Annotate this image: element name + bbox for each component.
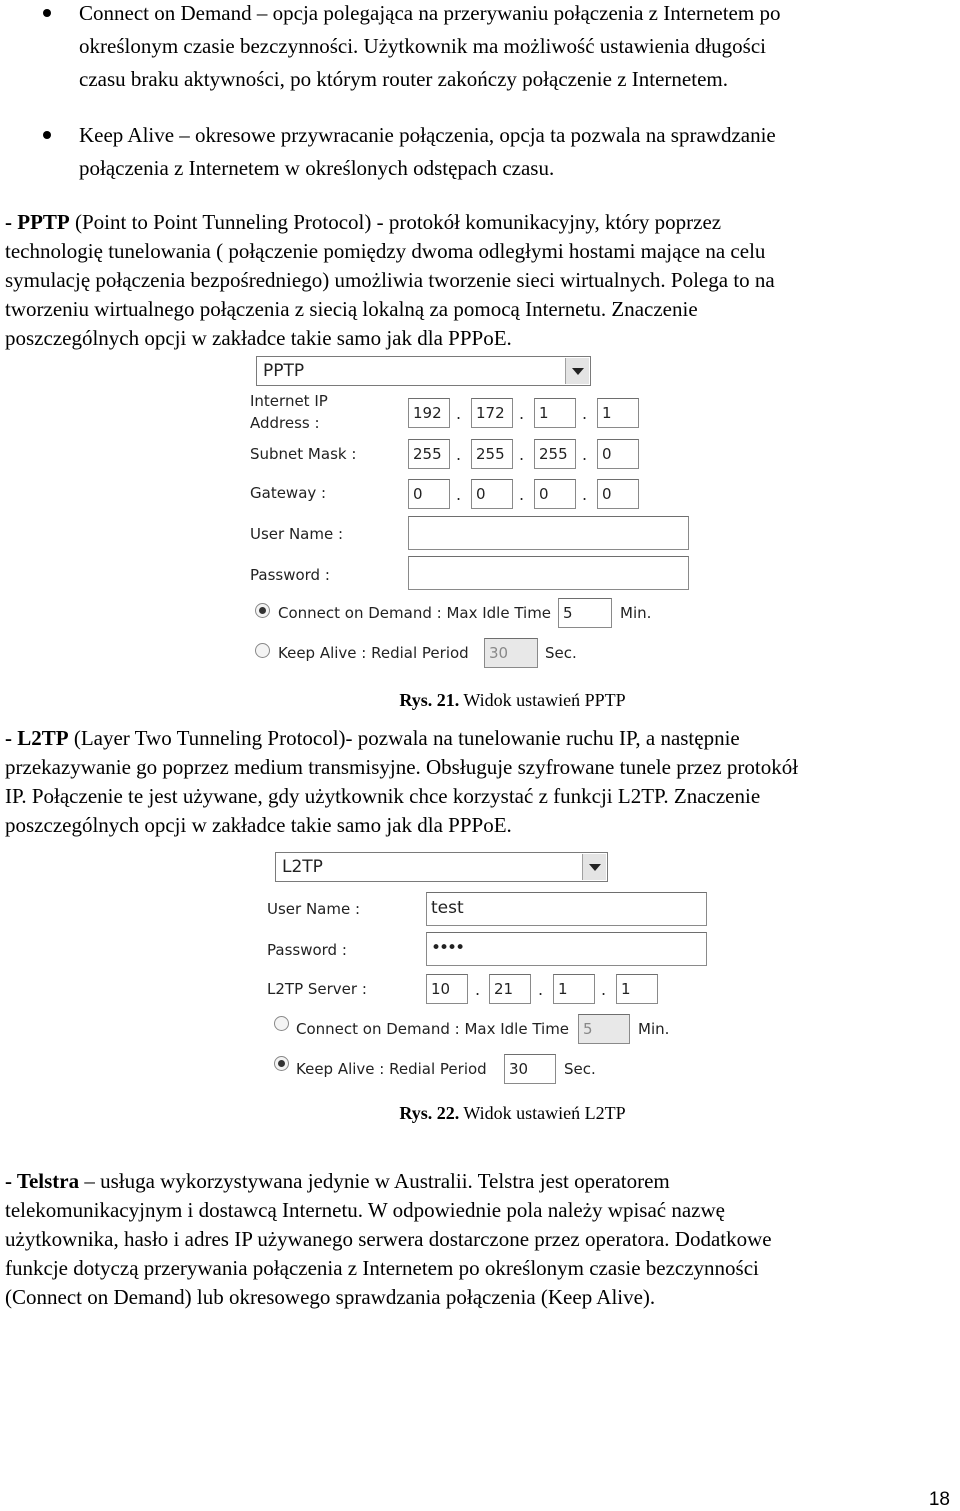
connection-type-select[interactable] <box>256 356 591 386</box>
ip-octet-1[interactable] <box>408 398 450 428</box>
para-line: (Layer Two Tunneling Protocol)- pozwala na tunelowanie ruchu IP, a następnie <box>68 726 740 750</box>
password-label: Password : <box>267 941 347 959</box>
field-value: 1 <box>621 980 631 998</box>
sec-unit-label: Sec. <box>564 1060 596 1078</box>
internet-ip-label: Internet IP <box>250 392 328 410</box>
figure-caption <box>0 1102 960 1124</box>
mask-octet-4[interactable] <box>597 439 639 469</box>
ip-octet-3[interactable] <box>534 398 576 428</box>
gateway-octet-1[interactable] <box>408 479 450 509</box>
select-value: L2TP <box>282 857 323 877</box>
field-value: 255 <box>476 445 505 463</box>
pptp-heading: - PPTP <box>5 210 70 234</box>
mask-octet-1[interactable] <box>408 439 450 469</box>
field-value: 0 <box>602 485 612 503</box>
l2tp-server-label: L2TP Server : <box>267 980 367 998</box>
separator: . <box>456 445 462 464</box>
separator: . <box>582 404 588 423</box>
para-line: IP. Połączenie te jest używane, gdy użytkownik chce korzystać z funkcji L2TP. Znaczenie <box>5 784 761 808</box>
server-octet-3[interactable] <box>553 974 595 1004</box>
field-value: 0 <box>476 485 486 503</box>
bullet-keep-alive <box>79 119 955 185</box>
connect-on-demand-label: Connect on Demand : Max Idle Time <box>278 604 552 622</box>
subnet-mask-label: Subnet Mask : <box>250 445 357 463</box>
separator: . <box>538 980 544 999</box>
bullet-line: połączenia z Internetem w określonych odstępach czasu. <box>79 156 555 180</box>
connection-type-select[interactable] <box>275 852 608 882</box>
para-line: użytkownika, hasło i adres IP używanego serwera dostarczone przez operatora. Dodatkowe <box>5 1227 772 1251</box>
para-line: tworzeniu wirtualnego połączenia z siecią lokalną za pomocą Internetu. Znaczenie <box>5 297 698 321</box>
para-line: telekomunikacyjnym i dostawcą Internetu. W odpowiednie pola należy wpisać nazwę <box>5 1198 725 1222</box>
password-input[interactable] <box>426 932 707 966</box>
field-value: 0 <box>539 485 549 503</box>
connect-on-demand-radio[interactable] <box>255 603 270 618</box>
min-unit-label: Min. <box>638 1020 670 1038</box>
separator: . <box>519 485 525 504</box>
separator: . <box>456 404 462 423</box>
server-octet-1[interactable] <box>426 974 468 1004</box>
separator: . <box>582 485 588 504</box>
para-line: symulację połączenia bezpośredniego) umożliwia tworzenie sieci wirtualnych. Polega to na <box>5 268 775 292</box>
para-line: poszczególnych opcji w zakładce takie samo jak dla PPPoE. <box>5 813 512 837</box>
ip-octet-4[interactable] <box>597 398 639 428</box>
password-label: Password : <box>250 566 330 584</box>
separator: . <box>475 980 481 999</box>
field-value: 5 <box>583 1020 593 1038</box>
field-value: 172 <box>476 404 505 422</box>
separator: . <box>519 404 525 423</box>
chevron-down-icon[interactable] <box>582 854 606 880</box>
user-name-input[interactable] <box>408 516 689 550</box>
field-value: 21 <box>494 980 514 998</box>
connect-on-demand-label: Connect on Demand : Max Idle Time <box>296 1020 570 1038</box>
gateway-octet-3[interactable] <box>534 479 576 509</box>
separator: . <box>456 485 462 504</box>
internet-ip-label: Address : <box>250 414 320 432</box>
field-value: •••• <box>431 938 464 958</box>
keep-alive-label: Keep Alive : Redial Period <box>278 644 469 662</box>
field-value: 10 <box>431 980 451 998</box>
separator: . <box>582 445 588 464</box>
field-value: 5 <box>563 604 573 622</box>
max-idle-time-input[interactable] <box>578 1014 630 1044</box>
caption-text: Widok ustawień L2TP <box>459 1103 626 1123</box>
field-value: 1 <box>602 404 612 422</box>
field-value: 0 <box>602 445 612 463</box>
mask-octet-2[interactable] <box>471 439 513 469</box>
l2tp-settings-panel <box>262 848 712 1088</box>
l2tp-paragraph <box>5 724 955 840</box>
bullet-line: określonym czasie bezczynności. Użytkownik ma możliwość ustawienia długości <box>79 34 766 58</box>
mask-octet-3[interactable] <box>534 439 576 469</box>
para-line: – usługa wykorzystywana jedynie w Australii. Telstra jest operatorem <box>79 1169 670 1193</box>
user-name-input[interactable] <box>426 892 707 926</box>
l2tp-heading: - L2TP <box>5 726 69 750</box>
redial-period-input[interactable] <box>484 638 538 668</box>
caption-text: Widok ustawień PPTP <box>459 690 626 710</box>
bullet-marker <box>43 9 51 17</box>
field-value: 1 <box>558 980 568 998</box>
connect-on-demand-radio[interactable] <box>274 1016 289 1031</box>
field-value: test <box>431 898 464 918</box>
field-value: 1 <box>539 404 549 422</box>
bullet-line: czasu braku aktywności, po którym router zakończy połączenie z Internetem. <box>79 67 728 91</box>
caption-number: Rys. 21. <box>399 690 460 710</box>
telstra-heading: - Telstra <box>5 1169 80 1193</box>
gateway-octet-4[interactable] <box>597 479 639 509</box>
bullet-marker <box>43 131 51 139</box>
separator: . <box>601 980 607 999</box>
keep-alive-radio[interactable] <box>274 1056 289 1071</box>
page-number: 18 <box>928 1489 950 1510</box>
field-value: 0 <box>413 485 423 503</box>
para-line: funkcje dotyczą przerywania połączenia z Internetem po określonym czasie bezczynności <box>5 1256 759 1280</box>
para-line: (Point to Point Tunneling Protocol) - protokół komunikacyjny, który poprzez <box>69 210 722 234</box>
para-line: poszczególnych opcji w zakładce takie samo jak dla PPPoE. <box>5 326 512 350</box>
bullet-connect-on-demand <box>79 0 955 96</box>
pptp-paragraph <box>5 208 955 353</box>
bullet-line: Connect on Demand – opcja polegająca na przerywaniu połączenia z Internetem po <box>79 1 781 25</box>
telstra-paragraph <box>5 1167 955 1312</box>
figure-caption <box>0 689 960 711</box>
bullet-line: Keep Alive – okresowe przywracanie połączenia, opcja ta pozwala na sprawdzanie <box>79 123 776 147</box>
field-value: 255 <box>413 445 442 463</box>
sec-unit-label: Sec. <box>545 644 577 662</box>
keep-alive-radio[interactable] <box>255 643 270 658</box>
field-value: 30 <box>489 644 509 662</box>
select-value: PPTP <box>263 361 305 381</box>
max-idle-time-input[interactable] <box>558 598 612 628</box>
gateway-label: Gateway : <box>250 484 327 502</box>
pptp-settings-panel <box>245 352 695 682</box>
para-line: technologię tunelowania ( połączenie pomiędzy dwoma odległymi hostami mające na celu <box>5 239 766 263</box>
field-value: 192 <box>413 404 442 422</box>
gateway-octet-2[interactable] <box>471 479 513 509</box>
min-unit-label: Min. <box>620 604 652 622</box>
field-value: 30 <box>509 1060 529 1078</box>
separator: . <box>519 445 525 464</box>
para-line: przekazywanie go poprzez medium transmisyjne. Obsługuje szyfrowane tunele przez protokół <box>5 755 799 779</box>
keep-alive-label: Keep Alive : Redial Period <box>296 1060 487 1078</box>
user-name-label: User Name : <box>250 525 344 543</box>
para-line: (Connect on Demand) lub okresowego sprawdzania połączenia (Keep Alive). <box>5 1285 656 1309</box>
field-value: 255 <box>539 445 568 463</box>
redial-period-input[interactable] <box>504 1054 556 1084</box>
caption-number: Rys. 22. <box>399 1103 460 1123</box>
server-octet-4[interactable] <box>616 974 658 1004</box>
ip-octet-2[interactable] <box>471 398 513 428</box>
chevron-down-icon[interactable] <box>565 358 589 384</box>
password-input[interactable] <box>408 556 689 590</box>
server-octet-2[interactable] <box>489 974 531 1004</box>
user-name-label: User Name : <box>267 900 361 918</box>
